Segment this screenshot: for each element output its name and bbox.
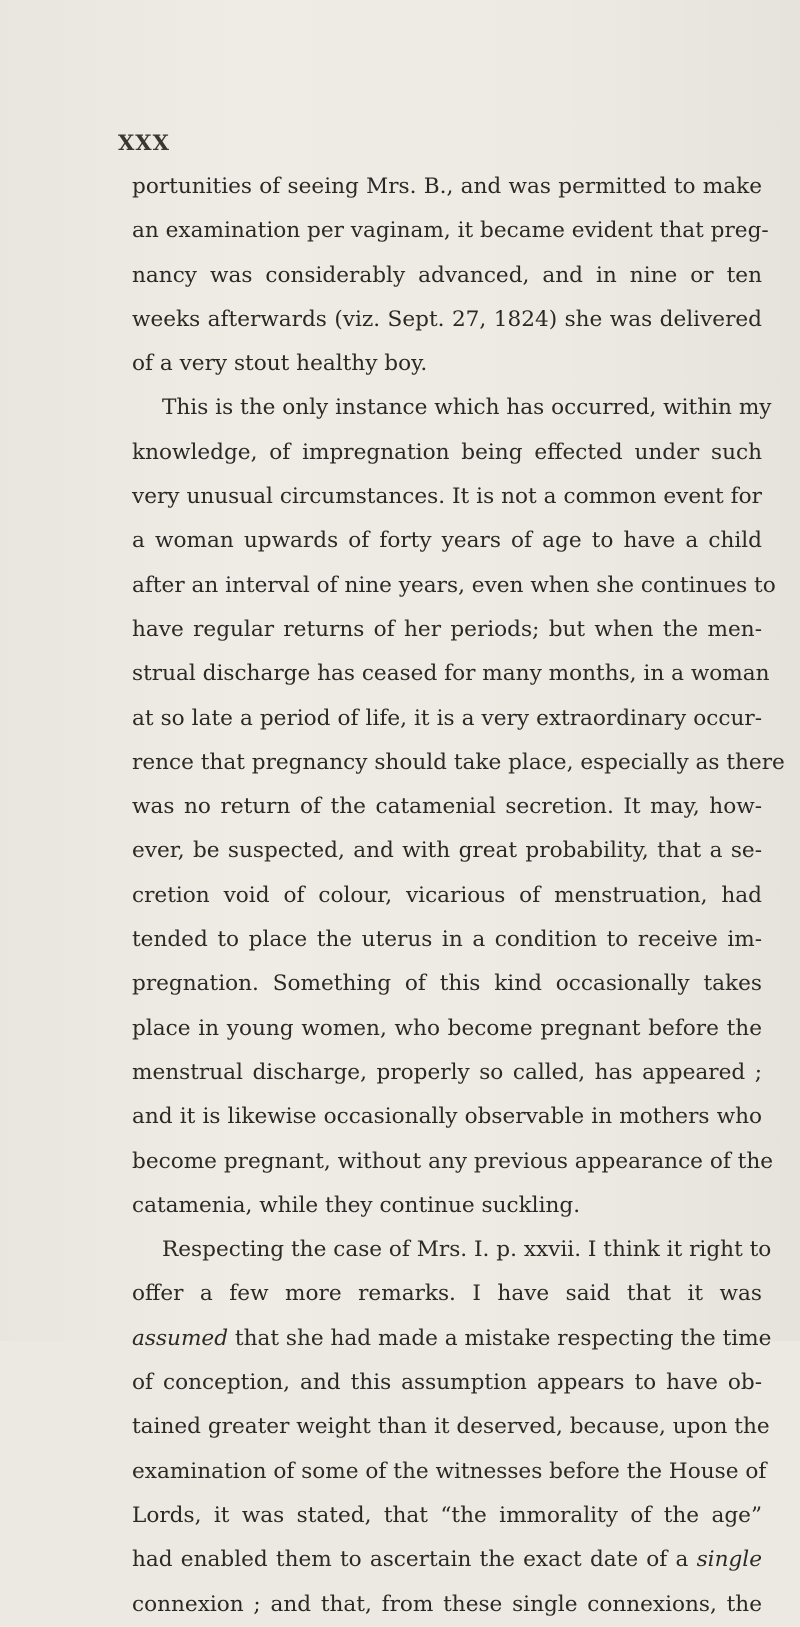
text-line: an examination per vaginam, it became evident that preg- — [132, 218, 769, 244]
text-segment: had enabled them to ascertain the exact date of a — [132, 1547, 697, 1573]
text-line: tained greater weight than it deserved, because, upon the — [132, 1414, 770, 1440]
text-line: offer a few more remarks. I have said that it was — [132, 1281, 762, 1307]
text-line: of a very stout healthy boy. — [132, 351, 428, 377]
italic-word: assumed — [132, 1325, 229, 1351]
text-line: rence that pregnancy should take place, especially as there — [132, 749, 785, 775]
italic-word: single — [696, 1547, 762, 1573]
text-line: after an interval of nine years, even when she continues to — [132, 572, 776, 598]
text-segment: that she had made a mistake respecting the time — [228, 1325, 772, 1351]
text-line: nancy was considerably advanced, and in nine or ten — [132, 262, 762, 288]
text-line: menstrual discharge, properly so called, has appeared ; — [132, 1059, 762, 1085]
text-line: a woman upwards of forty years of age to have a child — [132, 528, 762, 554]
page-number: XXX — [118, 130, 170, 155]
text-line: weeks afterwards (viz. Sept. 27, 1824) she was delivered — [132, 306, 762, 332]
text-line: portunities of seeing Mrs. B., and was permitted to make — [132, 174, 762, 199]
text-line: Lords, it was stated, that “the immorality of the age” — [132, 1502, 762, 1528]
paragraph-start-line: This is the only instance which has occurred, within my — [162, 395, 772, 421]
text-line: catamenia, while they continue suckling. — [132, 1192, 581, 1218]
text-line: become pregnant, without any previous appearance of the — [132, 1148, 774, 1174]
text-line: knowledge, of impregnation being effected under such — [132, 439, 762, 465]
text-line: have regular returns of her periods; but when the men- — [132, 616, 762, 642]
text-line: of conception, and this assumption appears to have ob- — [132, 1370, 762, 1396]
text-line: place in young women, who become pregnant before the — [132, 1015, 762, 1041]
text-line: tended to place the uterus in a condition to receive im- — [132, 927, 762, 953]
text-line: at so late a period of life, it is a very extraordinary occur- — [132, 705, 762, 731]
text-line: pregnation. Something of this kind occasionally takes — [132, 971, 762, 997]
text-line: strual discharge has ceased for many months, in a woman — [132, 661, 770, 687]
text-line: ever, be suspected, and with great probability, that a se- — [132, 838, 762, 864]
text-line: cretion void of colour, vicarious of menstruation, had — [132, 882, 762, 908]
text-line-with-emphasis — [132, 1317, 772, 1361]
text-line: connexion ; and that, from these single connexions, the — [132, 1591, 762, 1617]
body-text — [132, 165, 785, 1627]
text-line: and it is likewise occasionally observable in mothers who — [132, 1104, 762, 1130]
text-line: examination of some of the witnesses before the House of — [132, 1458, 767, 1484]
paragraph-start-line: Respecting the case of Mrs. I. p. xxvii. I think it right to — [162, 1237, 772, 1263]
text-line-with-emphasis — [132, 1538, 762, 1582]
text-line: very unusual circumstances. It is not a common event for — [132, 484, 762, 510]
text-line: was no return of the catamenial secretion. It may, how- — [132, 794, 762, 820]
